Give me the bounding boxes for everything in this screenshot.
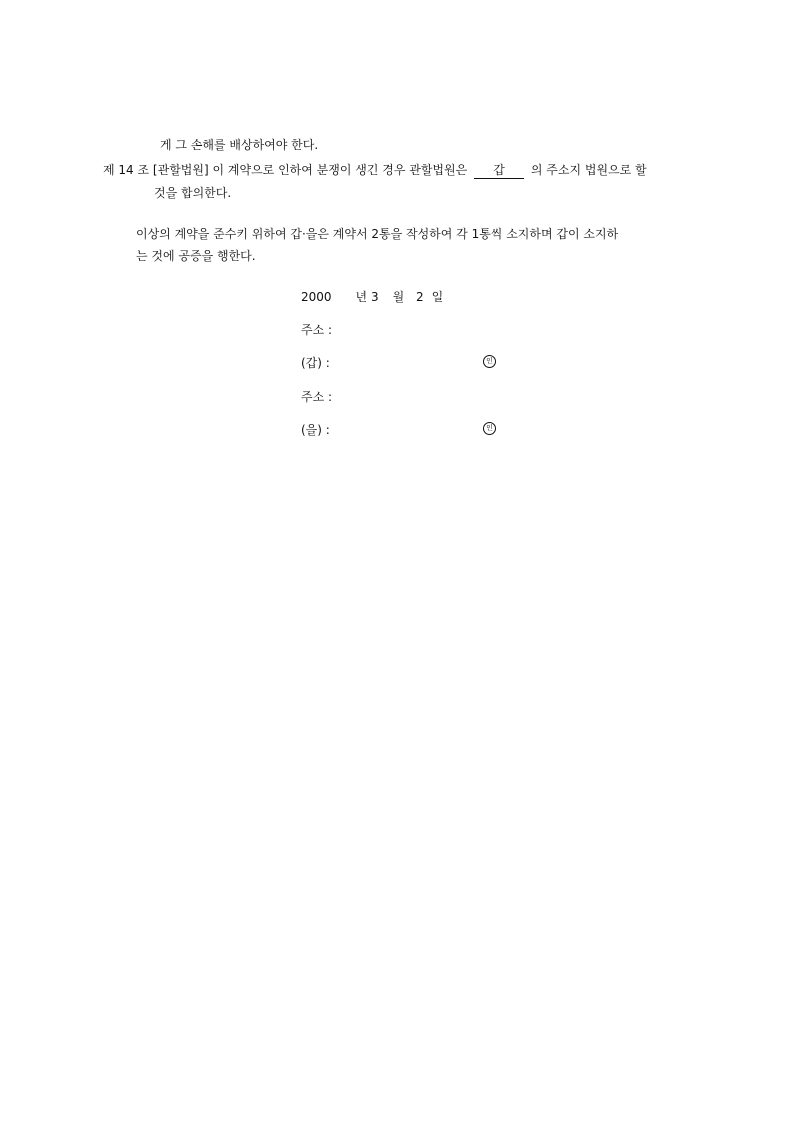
- date-month: 3: [370, 290, 379, 304]
- closing-line-2: 는 것에 공증을 행한다.: [136, 249, 256, 263]
- date-year: 2000: [301, 290, 332, 304]
- party-b-name-label: (을) :: [301, 423, 330, 437]
- party-a-name-label: (갑) :: [301, 356, 330, 370]
- party-b-address-label: 주소 :: [301, 390, 333, 404]
- date-day-unit: 일: [431, 290, 444, 304]
- contract-date: [301, 289, 443, 305]
- party-a-address-label: 주소 :: [301, 323, 333, 337]
- court-party: 갑: [474, 162, 524, 179]
- date-day: 2: [416, 290, 424, 304]
- article-14-line-1: [103, 162, 647, 179]
- article-text-before: 이 계약으로 인하여 분쟁이 생긴 경우 관할법원은: [212, 163, 468, 177]
- article-14-line-2: 것을 합의한다.: [154, 186, 232, 200]
- date-year-unit: 년: [355, 290, 368, 304]
- article-title: [관할법원]: [152, 163, 209, 177]
- party-b-seal-icon: 인: [483, 422, 496, 435]
- previous-clause-ending: 게 그 손해를 배상하여야 한다.: [160, 138, 319, 152]
- party-a-seal-icon: 인: [483, 355, 496, 368]
- article-text-after: 의 주소지 법원으로 할: [530, 163, 647, 177]
- closing-line-1: 이상의 계약을 준수키 위하여 갑·을은 계약서 2통을 작성하여 각 1통씩 소지하며 갑이 소지하: [136, 227, 619, 241]
- article-number: 제 14 조: [103, 163, 150, 177]
- date-month-unit: 월: [392, 290, 405, 304]
